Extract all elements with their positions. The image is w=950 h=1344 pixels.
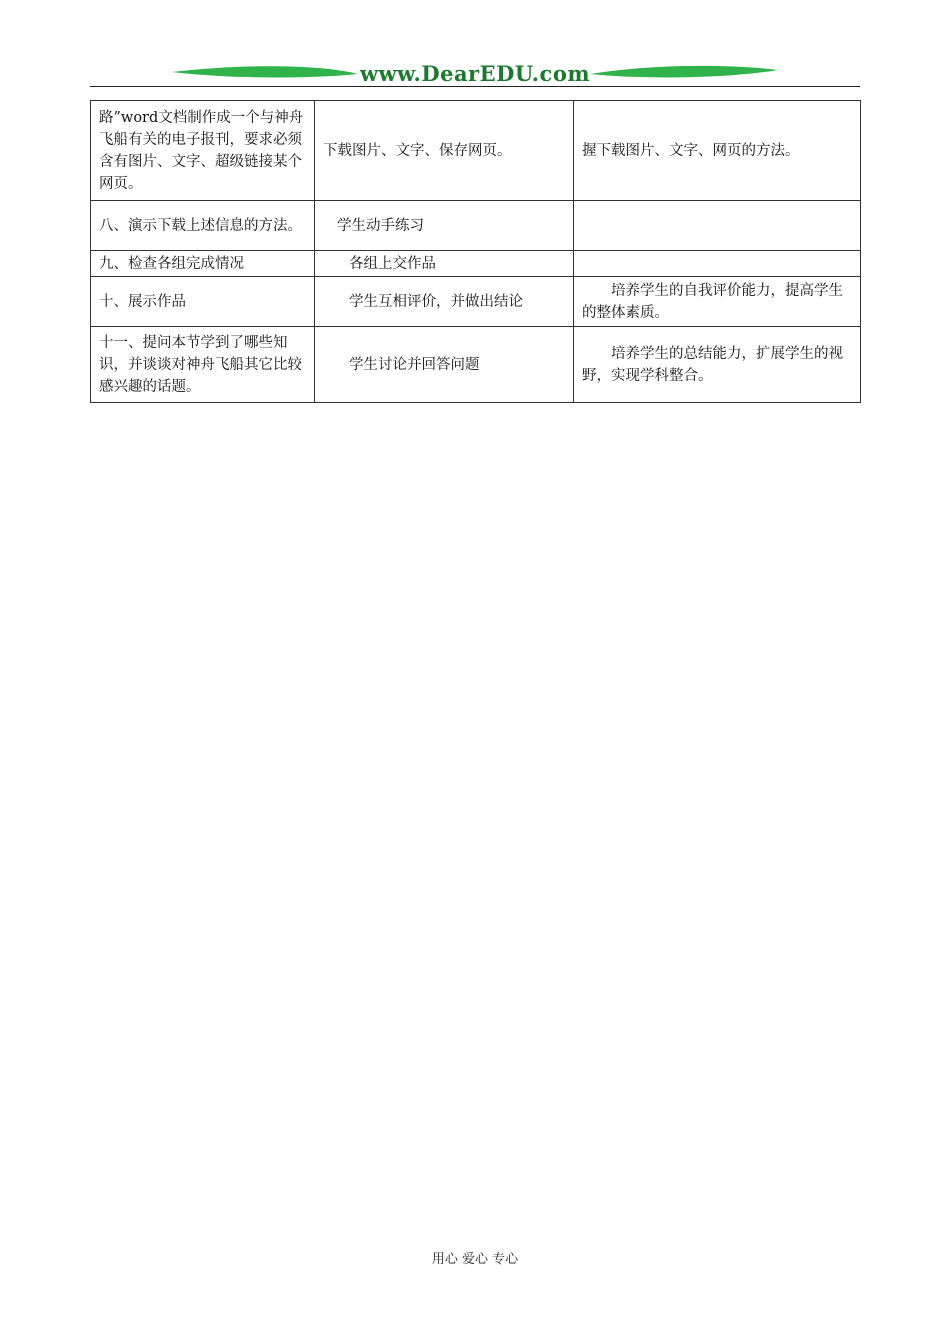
table-cell-student: 下载图片、文字、保存网页。 <box>315 101 574 201</box>
table-row <box>91 201 861 251</box>
table-cell-purpose: 培养学生的自我评价能力，提高学生的整体素质。 <box>574 277 861 327</box>
lesson-plan-table <box>90 100 861 403</box>
table-cell-purpose <box>574 251 861 277</box>
header-divider <box>90 86 860 87</box>
table-row <box>91 327 861 403</box>
table-cell-activity: 九、检查各组完成情况 <box>91 251 315 277</box>
table-cell-purpose: 培养学生的总结能力，扩展学生的视野，实现学科整合。 <box>574 327 861 403</box>
table-row <box>91 251 861 277</box>
table-cell-activity: 十一、提问本节学到了哪些知识，并谈谈对神舟飞船其它比较感兴趣的话题。 <box>91 327 315 403</box>
table-cell-student: 学生互相评价，并做出结论 <box>315 277 574 327</box>
table-cell-student: 学生动手练习 <box>315 201 574 251</box>
table-cell-activity: 路”word文档制作成一个与神舟飞船有关的电子报刊，要求必须含有图片、文字、超级链接某个网页。 <box>91 101 315 201</box>
table-cell-purpose: 握下载图片、文字、网页的方法。 <box>574 101 861 201</box>
table-cell-activity: 十、展示作品 <box>91 277 315 327</box>
table-cell-purpose <box>574 201 861 251</box>
table-cell-student: 学生讨论并回答问题 <box>315 327 574 403</box>
site-logo-text: www.DearEDU.com <box>359 61 591 86</box>
page-footer: 用心 爱心 专心 <box>431 1252 519 1267</box>
table-cell-student: 各组上交作品 <box>315 251 574 277</box>
table-row <box>91 101 861 201</box>
table-cell-activity: 八、演示下载上述信息的方法。 <box>91 201 315 251</box>
table-row <box>91 277 861 327</box>
